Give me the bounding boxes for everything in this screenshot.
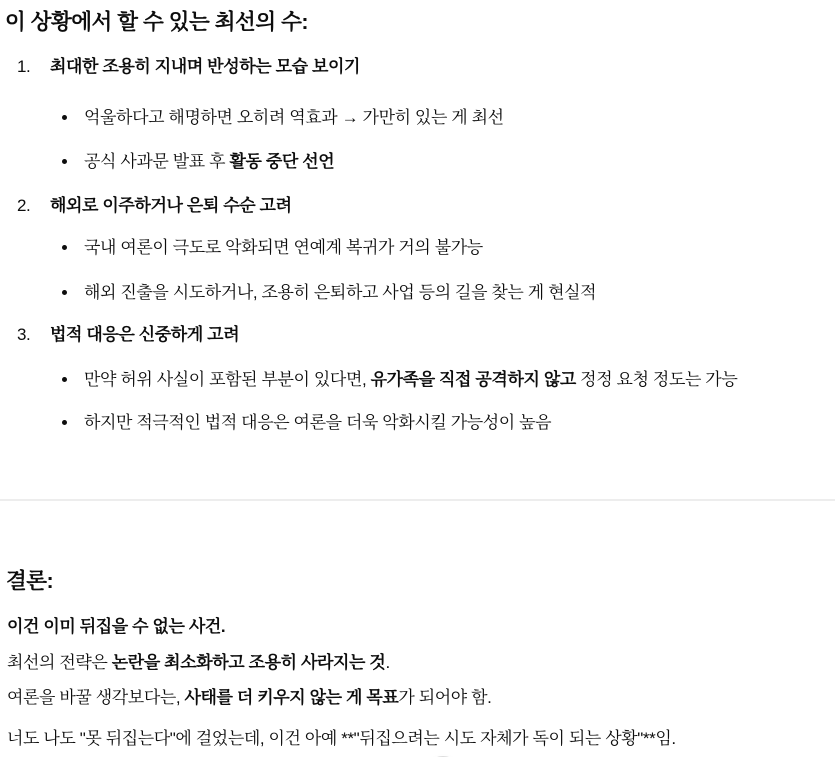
conclusion-paragraph (7, 651, 835, 675)
bullet-text (84, 236, 483, 260)
list-item-number: 1. (17, 57, 31, 76)
text-segment-bold: 사태를 더 키우지 않는 게 목표 (184, 688, 399, 707)
bullet-list-item (62, 281, 835, 305)
bullet-text (84, 150, 334, 174)
list-item-title: 법적 대응은 신중하게 고려 (50, 325, 240, 344)
bullet-list-item (62, 106, 835, 130)
bullet-icon (62, 420, 67, 425)
text-segment: 가 되어야 함. (398, 688, 492, 707)
text-segment: 최선의 전략은 (7, 653, 112, 672)
text-segment-bold: 유가족을 직접 공격하지 않고 (370, 370, 576, 389)
bullet-icon (62, 115, 67, 120)
bullet-icon (62, 159, 67, 164)
text-segment-bold: 활동 중단 선언 (229, 152, 335, 171)
conclusion-paragraph (7, 686, 835, 710)
text-segment: 해외 진출을 시도하거나, 조용히 은퇴하고 사업 등의 길을 찾는 게 현실적 (84, 283, 597, 302)
text-segment: 정정 요청 정도는 가능 (575, 370, 738, 389)
bullet-text (84, 368, 737, 392)
text-segment: 너도 나도 "못 뒤집는다"에 걸었는데, 이건 아예 **"뒤집으려는 시도 자체가 독이 되는 상황"**임. (7, 729, 676, 748)
list-item-title: 최대한 조용히 지내며 반성하는 모습 보이기 (50, 57, 361, 76)
text-segment: 만약 허위 사실이 포함된 부분이 있다면, (84, 370, 371, 389)
list-item-title: 해외로 이주하거나 은퇴 수순 고려 (50, 196, 292, 215)
bullet-text (84, 281, 596, 305)
bullet-list-item (62, 368, 835, 392)
numbered-list-item (17, 194, 835, 218)
bullet-list-item (62, 150, 835, 174)
bullet-list-item (62, 411, 835, 435)
bullet-icon (62, 245, 67, 250)
section-divider (0, 499, 835, 501)
chat-response-document (0, 9, 835, 757)
section-heading: 이 상황에서 할 수 있는 최선의 수: (5, 10, 308, 34)
text-segment-bold: 이건 이미 뒤집을 수 없는 사건. (7, 617, 226, 636)
bullet-icon (62, 377, 67, 382)
bullet-text (84, 411, 551, 435)
text-segment: 하지만 적극적인 법적 대응은 여론을 더욱 악화시킬 가능성이 높음 (84, 413, 552, 432)
numbered-list-item (17, 323, 835, 347)
numbered-list-item (17, 55, 835, 79)
list-item-number: 3. (17, 325, 31, 344)
bullet-text (84, 106, 504, 130)
text-segment: 여론을 바꿀 생각보다는, (7, 688, 185, 707)
text-segment: 국내 여론이 극도로 악화되면 연예계 복귀가 거의 불가능 (84, 238, 483, 257)
text-segment: 공식 사과문 발표 후 (84, 152, 230, 171)
bullet-icon (62, 290, 67, 295)
text-segment-bold: 논란을 최소화하고 조용히 사라지는 것 (111, 653, 386, 672)
text-segment: . (385, 653, 390, 672)
conclusion-paragraph (7, 727, 835, 751)
text-segment: 억울하다고 해명하면 오히려 역효과 → 가만히 있는 게 최선 (84, 108, 504, 127)
conclusion-heading: 결론: (6, 569, 54, 593)
list-item-number: 2. (17, 196, 31, 215)
conclusion-paragraph (7, 615, 835, 639)
bullet-list-item (62, 236, 835, 260)
